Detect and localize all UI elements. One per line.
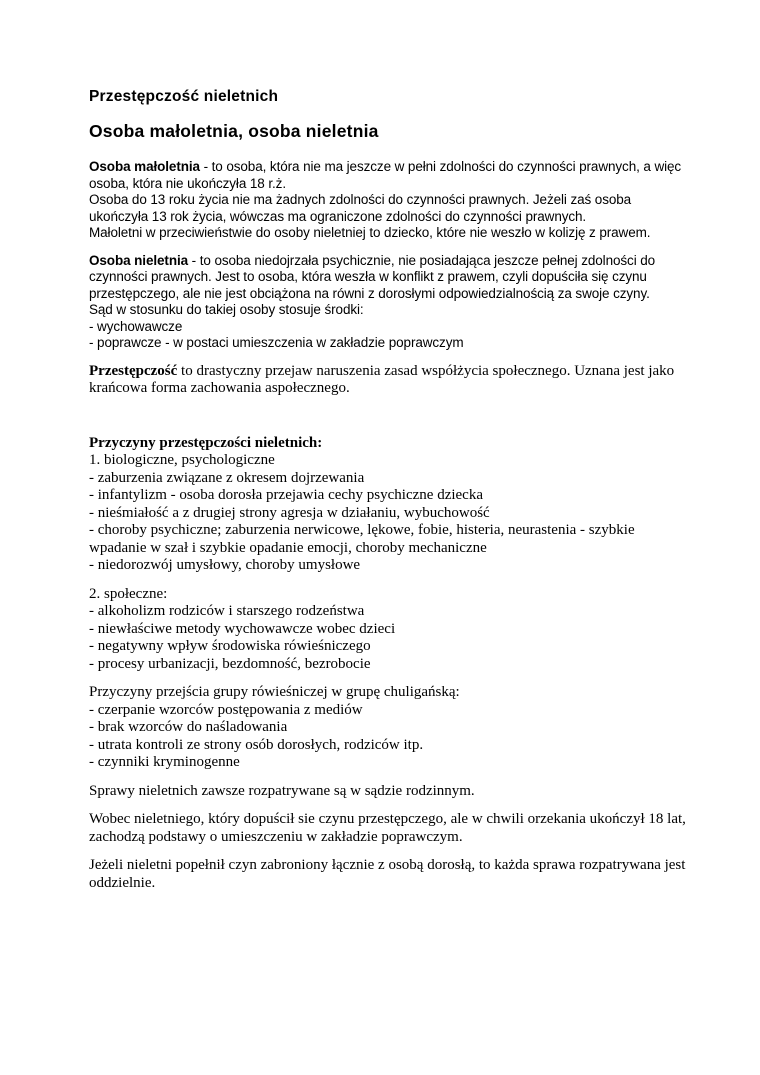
para-osoba-nieletnia <box>89 253 690 352</box>
text-line: Sąd w stosunku do takiej osoby stosuje środki: <box>89 302 364 317</box>
text-line: - czynniki kryminogenne <box>89 754 240 770</box>
text-line: 1. biologiczne, psychologiczne <box>89 452 275 468</box>
text-line: Osoba małoletnia - to osoba, która nie ma jeszcze w pełni zdolności do czynności prawnych, a więc osoba, która nie ukończyła 18 r.ż. <box>89 159 682 191</box>
text-line: Osoba nieletnia - to osoba niedojrzała psychicznie, nie posiadająca jeszcze pełnej zdolności do czynności prawnych. Jest to osoba, która weszła w konflikt z prawem, czyli dopuściła się czynu przestępczego, ale nie jest obciążona na równi z dorosłymi odpowiedzialnością za swoje czyny. <box>89 252 656 301</box>
text-line: Przestępczość nieletnich <box>89 88 279 105</box>
para-wobec-nieletniego <box>89 811 690 846</box>
text-line: - choroby psychiczne; zaburzenia nerwicowe, lękowe, fobie, histeria, neurastenia - szybkie wpadanie w szał i szybkie opadanie emocji, choroby mechaniczne <box>89 522 635 556</box>
text-line: - alkoholizm rodziców i starszego rodzeństwa <box>89 603 365 619</box>
list-przyczyny-spoleczne <box>89 586 690 674</box>
text-line: - poprawcze - w postaci umieszczenia w zakładzie poprawczym <box>89 335 464 350</box>
para-osoba-maloletnia <box>89 159 690 242</box>
bold-lead-text: Przyczyny przestępczości nieletnich: <box>89 434 323 451</box>
bold-lead-text: Przestępczość <box>89 362 178 379</box>
document-subtitle <box>89 121 690 142</box>
text-line: - niewłaściwe metody wychowawcze wobec dzieci <box>89 620 396 637</box>
text-line <box>89 435 690 453</box>
text-line: Przestępczość to drastyczny przejaw naruszenia zasad współżycia społecznego. Uznana jest jako krańcowa forma zachowania aspołecznego. <box>89 362 675 396</box>
text-line: Sprawy nieletnich zawsze rozpatrywane są w sądzie rodzinnym. <box>89 782 475 799</box>
list-przyczyny-biologiczne <box>89 435 690 575</box>
document-content <box>89 88 690 892</box>
text-line: Jeżeli nieletni popełnił czyn zabroniony łącznie z osobą dorosłą, to każda sprawa rozpatrywana jest oddzielnie. <box>89 857 686 891</box>
para-czyn-z-osoba-dorosla <box>89 857 690 892</box>
text-line: Osoba do 13 roku życia nie ma żadnych zdolności do czynności prawnych. Jeżeli zaś osoba ukończyła 13 rok życia, wówczas ma ograniczone zdolności do czynności prawnych. <box>89 192 632 224</box>
text-line: - infantylizm - osoba dorosła przejawia cechy psychiczne dziecka <box>89 487 483 503</box>
text-line: Przyczyny przejścia grupy rówieśniczej w grupę chuligańską: <box>89 684 460 700</box>
text-line: Osoba małoletnia, osoba nieletnia <box>89 121 379 141</box>
text-line: - nieśmiałość a z drugiej strony agresja w działaniu, wybuchowość <box>89 504 490 521</box>
text-line: - brak wzorców do naśladowania <box>89 719 288 735</box>
text-line: 2. społeczne: <box>89 585 168 602</box>
text-line: Małoletni w przeciwieństwie do osoby nieletniej to dziecko, które nie weszło w kolizję z prawem. <box>89 225 651 240</box>
para-przestepczosc-definicja <box>89 363 690 398</box>
text-line: - niedorozwój umysłowy, choroby umysłowe <box>89 557 361 573</box>
text-line: - procesy urbanizacji, bezdomność, bezrobocie <box>89 655 371 672</box>
bold-lead-text: Osoba nieletnia <box>89 252 189 268</box>
text-line: - czerpanie wzorców postępowania z mediów <box>89 701 363 718</box>
list-przyczyny-grupa-chuliganska <box>89 684 690 772</box>
bold-lead-text: Osoba małoletnia <box>89 159 200 174</box>
text-line: - wychowawcze <box>89 318 183 334</box>
para-sprawy-nieletnich <box>89 783 690 801</box>
text-line: Wobec nieletniego, który dopuścił sie czynu przestępczego, ale w chwili orzekania ukończył 18 lat, zachodzą podstawy o umieszczeniu w zakładzie poprawczym. <box>89 811 686 845</box>
text-line: - negatywny wpływ środowiska rówieśniczego <box>89 638 371 654</box>
document-title <box>89 88 690 106</box>
text-line: - utrata kontroli ze strony osób dorosłych, rodziców itp. <box>89 736 424 753</box>
text-line: - zaburzenia związane z okresem dojrzewania <box>89 469 365 486</box>
